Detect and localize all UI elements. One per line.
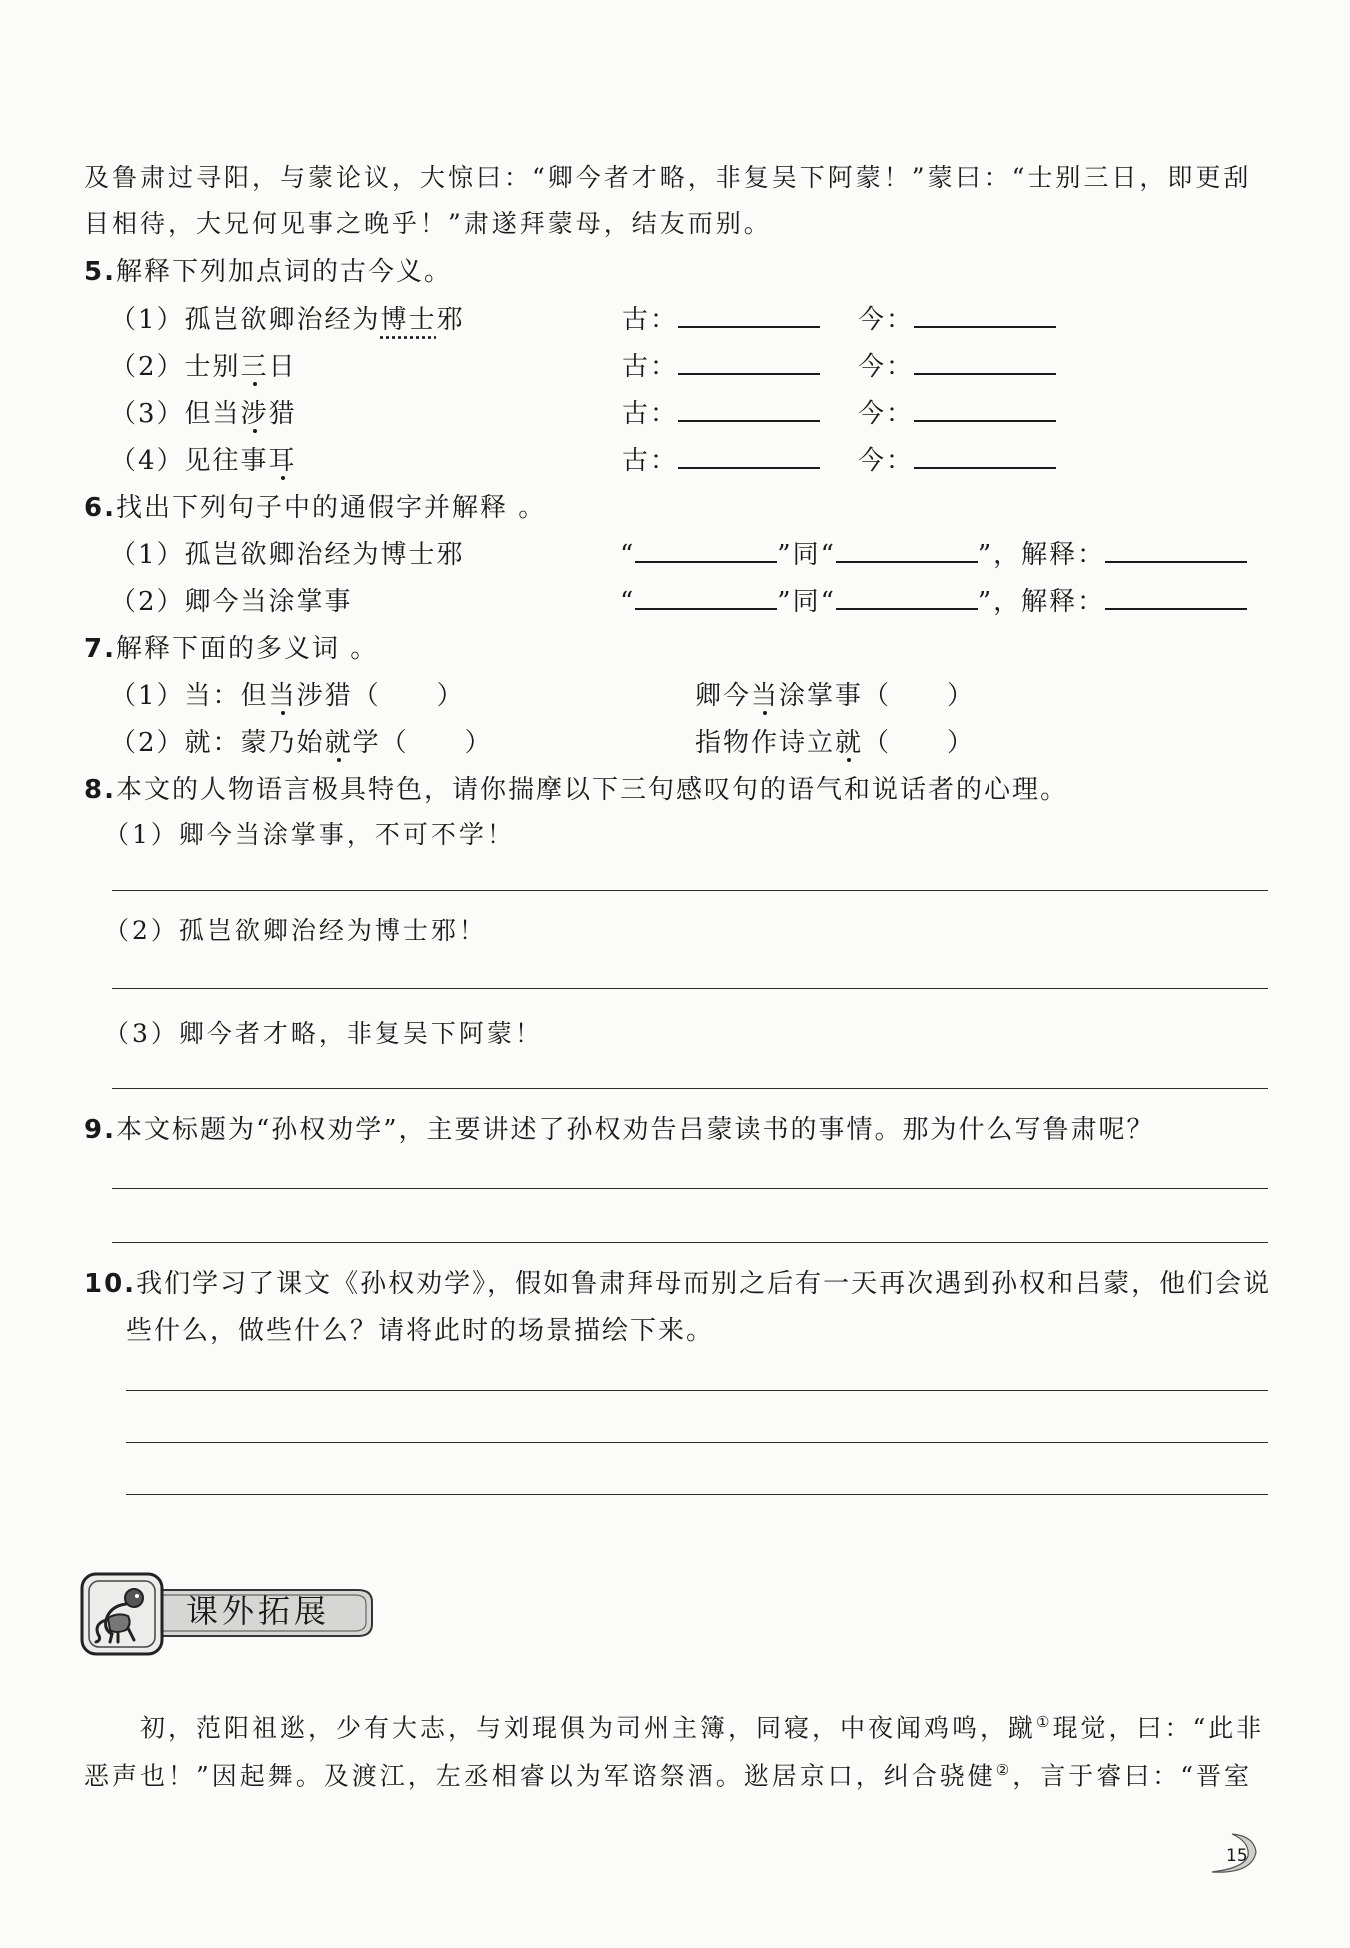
passage-text: 恶声也！”因起舞。及渡江，左丞相睿以为军谘祭酒。逖居京口，纠合骁健 bbox=[84, 1761, 996, 1791]
q5-item bbox=[110, 443, 915, 479]
answer-blank[interactable] bbox=[678, 443, 820, 469]
passage-text: ，言于睿曰：“晋室 bbox=[1012, 1761, 1253, 1791]
jin-label: 今： bbox=[858, 399, 915, 429]
answer-blank[interactable] bbox=[914, 443, 1056, 469]
passage-line: 目相待，大兄何见事之晚乎！”肃遂拜蒙母，结友而别。 bbox=[84, 209, 772, 238]
answer-line[interactable] bbox=[112, 1242, 1268, 1243]
question-5 bbox=[84, 254, 452, 290]
question-6 bbox=[84, 490, 546, 526]
answer-blank[interactable] bbox=[914, 396, 1056, 422]
gu-label: 古： bbox=[622, 399, 679, 429]
answer-blank[interactable] bbox=[836, 537, 978, 563]
q6-item bbox=[110, 537, 1106, 573]
answer-blank[interactable] bbox=[635, 537, 777, 563]
passage-text: 初，范阳祖逖，少有大志，与刘琨俱为司州主簿，同寝，中夜闻鸡鸣，蹴 bbox=[140, 1713, 1037, 1743]
gu-label-group bbox=[622, 443, 820, 479]
same-label: ”同“ bbox=[777, 540, 836, 570]
section-banner bbox=[80, 1572, 380, 1658]
answer-blank[interactable] bbox=[1105, 537, 1247, 563]
quote-mark: “ bbox=[620, 587, 636, 617]
item-text: 猎 bbox=[268, 399, 297, 429]
item-text: （1）孤岂欲卿治经为博士邪 bbox=[110, 540, 465, 570]
item-text: （1）孤岂欲卿治经为 bbox=[110, 305, 381, 335]
question-number: 5. bbox=[84, 257, 116, 287]
item-text: 蒙乃始 bbox=[240, 728, 325, 758]
q6-answer-group bbox=[620, 537, 1247, 573]
question-7 bbox=[84, 631, 378, 667]
section-title: 课外拓展 bbox=[186, 1592, 331, 1630]
gu-label: 古： bbox=[622, 305, 679, 335]
q7-second-use bbox=[695, 725, 975, 761]
q5-item bbox=[110, 349, 915, 385]
answer-blank[interactable] bbox=[914, 302, 1056, 328]
dotted-word: 就 bbox=[835, 728, 864, 758]
answer-blank[interactable] bbox=[678, 349, 820, 375]
question-number: 6. bbox=[84, 493, 116, 523]
jin-label: 今： bbox=[858, 305, 915, 335]
answer-blank[interactable] bbox=[914, 349, 1056, 375]
question-text-continued: 些什么，做些什么？请将此时的场景描绘下来。 bbox=[126, 1316, 715, 1346]
q5-item bbox=[110, 396, 915, 432]
question-text: 本文的人物语言极具特色，请你揣摩以下三句感叹句的语气和说话者的心理。 bbox=[115, 775, 1068, 805]
jin-label: 今： bbox=[858, 352, 915, 382]
item-head: （1）当： bbox=[110, 681, 241, 711]
dotted-word: 耳 bbox=[268, 446, 297, 476]
footnote-marker: ② bbox=[995, 1761, 1013, 1779]
extension-line bbox=[140, 1704, 1264, 1746]
answer-blank[interactable] bbox=[635, 584, 777, 610]
answer-blank[interactable] bbox=[678, 396, 820, 422]
quote-mark: “ bbox=[620, 540, 636, 570]
item-text: 日 bbox=[268, 352, 297, 382]
item-text: 涉猎（ ） bbox=[296, 681, 465, 711]
page-number-badge bbox=[1192, 1832, 1262, 1876]
answer-line[interactable] bbox=[112, 890, 1268, 891]
answer-line[interactable] bbox=[112, 988, 1268, 989]
dotted-word: 当 bbox=[268, 681, 297, 711]
explain-label: ”，解释： bbox=[977, 587, 1106, 617]
question-number: 7. bbox=[84, 634, 116, 664]
item-text: （2）卿今当涂掌事 bbox=[110, 587, 353, 617]
question-text: 解释下列加点词的古今义。 bbox=[115, 257, 452, 287]
q7-second-use bbox=[695, 678, 975, 714]
item-text: 涂掌事（ ） bbox=[779, 681, 976, 711]
passage-line: 及鲁肃过寻阳，与蒙论议，大惊曰：“卿今者才略，非复吴下阿蒙！”蒙曰：“士别三日，即更刮 bbox=[84, 163, 1252, 192]
answer-blank[interactable] bbox=[1105, 584, 1247, 610]
answer-blank[interactable] bbox=[836, 584, 978, 610]
answer-line[interactable] bbox=[126, 1494, 1268, 1495]
item-text: （4）见往事 bbox=[110, 446, 269, 476]
question-text: 我们学习了课文《孙权劝学》，假如鲁肃拜母而别之后有一天再次遇到孙权和吕蒙，他们会说 bbox=[136, 1269, 1272, 1299]
jin-label: 今： bbox=[858, 446, 915, 476]
dotted-word: 涉 bbox=[240, 399, 269, 429]
question-text: 本文标题为“孙权劝学”，主要讲述了孙权劝告吕蒙读书的事情。那为什么写鲁肃呢？ bbox=[115, 1115, 1155, 1145]
explain-label: ”，解释： bbox=[977, 540, 1106, 570]
item-text: （ ） bbox=[863, 728, 976, 758]
item-text: 指物作诗立 bbox=[695, 728, 836, 758]
question-9 bbox=[84, 1112, 1155, 1148]
answer-line[interactable] bbox=[126, 1442, 1268, 1443]
item-text: （3）但当 bbox=[110, 399, 241, 429]
question-text: 找出下列句子中的通假字并解释 。 bbox=[115, 493, 547, 523]
jin-label-group bbox=[858, 443, 1056, 479]
q8-item: （2）孤岂欲卿治经为博士邪！ bbox=[104, 916, 487, 945]
question-number: 9. bbox=[84, 1115, 116, 1145]
answer-line[interactable] bbox=[126, 1390, 1268, 1391]
question-text: 解释下面的多义词 。 bbox=[115, 634, 379, 664]
gu-label: 古： bbox=[622, 446, 679, 476]
q8-item: （3）卿今者才略，非复吴下阿蒙！ bbox=[104, 1019, 543, 1048]
answer-line[interactable] bbox=[112, 1088, 1268, 1089]
item-text: 但 bbox=[240, 681, 269, 711]
question-number: 8. bbox=[84, 775, 116, 805]
q5-item bbox=[110, 302, 915, 338]
answer-blank[interactable] bbox=[678, 302, 820, 328]
same-label: ”同“ bbox=[777, 587, 836, 617]
page-number: 15 bbox=[1226, 1846, 1248, 1866]
dotted-word: 博士 bbox=[380, 305, 437, 335]
q8-item: （1）卿今当涂掌事，不可不学！ bbox=[104, 820, 515, 849]
question-number: 10. bbox=[84, 1269, 137, 1299]
jin-label-group bbox=[858, 396, 1056, 432]
item-text: 学（ ） bbox=[352, 728, 493, 758]
q6-item bbox=[110, 584, 1106, 620]
dotted-word: 当 bbox=[751, 681, 780, 711]
q7-item bbox=[110, 725, 976, 761]
item-text: 卿今 bbox=[695, 681, 752, 711]
gu-label: 古： bbox=[622, 352, 679, 382]
monkey-icon bbox=[88, 1580, 156, 1648]
jin-label-group bbox=[858, 349, 1056, 385]
footnote-marker: ① bbox=[1036, 1713, 1053, 1731]
answer-line[interactable] bbox=[112, 1188, 1268, 1189]
item-head: （2）就： bbox=[110, 728, 241, 758]
dotted-word: 三 bbox=[240, 352, 269, 382]
passage-text: 琨觉，曰：“此非 bbox=[1052, 1713, 1265, 1743]
jin-label-group bbox=[858, 302, 1056, 338]
gu-label-group bbox=[622, 302, 820, 338]
item-text: （2）士别 bbox=[110, 352, 241, 382]
gu-label-group bbox=[622, 396, 820, 432]
gu-label-group bbox=[622, 349, 820, 385]
dotted-word: 就 bbox=[324, 728, 353, 758]
question-8 bbox=[84, 772, 1068, 808]
question-10 bbox=[84, 1266, 1271, 1302]
extension-line bbox=[84, 1752, 1252, 1794]
q6-answer-group bbox=[620, 584, 1247, 620]
item-text: 邪 bbox=[436, 305, 465, 335]
q7-item bbox=[110, 678, 976, 714]
